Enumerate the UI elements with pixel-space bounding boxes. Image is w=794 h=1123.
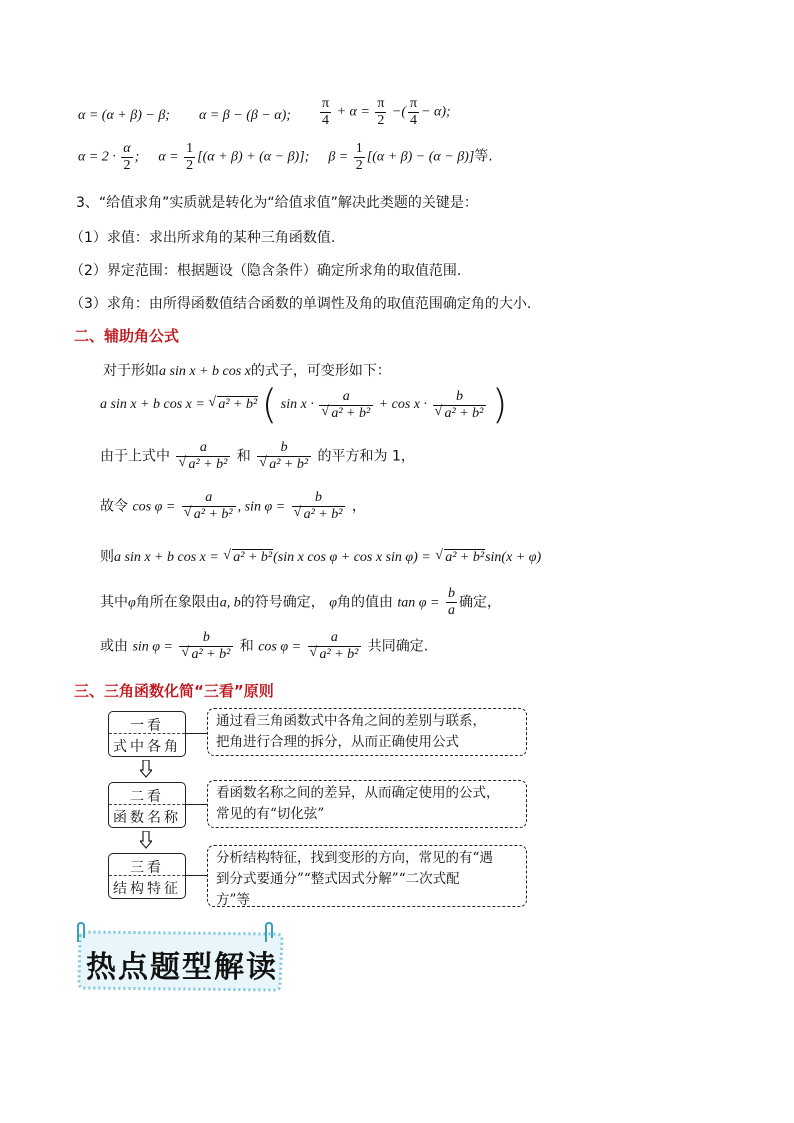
formula-line-2: α = 2 · $\frac{\alpha}{2}$ ; α = $\frac{1}{2}$ [(α + β) + (α − β)]; β = $\frac{1}{2}$ [(α + β) − (α − β)]等.	[78, 141, 493, 173]
eq1-frac-b-num: b	[433, 389, 487, 406]
then-mid: (sin x cos φ + cos x sin φ) =	[273, 550, 431, 565]
frac-1: 1	[186, 141, 194, 156]
clip-icon	[72, 922, 96, 944]
formula-alpha-split-2: α = β − (β − α);	[198, 108, 291, 123]
eq1-frac-a-num: a	[319, 389, 373, 406]
desc-3-line-2: 到分式要通分”“整式因式分解”“二次式配	[216, 871, 460, 887]
eq1-lhs: a sin x + b cos x =	[100, 397, 205, 413]
aux-let-line: 故令 cos φ = a √ a² + b² , sin φ = b √ a² + b² ，	[100, 490, 366, 522]
look-box-2-top: 二看	[130, 789, 164, 805]
formula-plus-alpha: + α =	[336, 104, 370, 120]
formula-etc: 等.	[474, 148, 493, 165]
down-arrow-icon	[140, 760, 152, 778]
let-cos-phi: cos φ =	[132, 499, 176, 515]
aux-equation-1: a sin x + b cos x = √ a² + b² ( sin x · a √ a² + b² + cos x · b √ a² + b² )	[100, 382, 508, 428]
then-end: sin(x + φ)	[485, 550, 542, 565]
frac-alpha: α	[123, 141, 131, 156]
desc-box-3	[207, 845, 527, 907]
aux-intro-expr: a sin x + b cos x	[159, 364, 251, 379]
look-box-3-bottom: 结构特征	[113, 881, 181, 897]
formula-minus-paren: −(	[391, 104, 407, 120]
desc-3-line-3: 方”等	[216, 892, 250, 908]
eq1-cos-x: + cos x ·	[378, 397, 428, 413]
point-3-text: 3、“给值求角”实质就是转化为“给值求值”解决此类题的关键是：	[76, 195, 478, 211]
let-post: ，	[351, 498, 366, 515]
aux-or-line: 或由 sin φ = b √ a² + b² 和 cos φ = a √ a² + b² 共同确定.	[100, 630, 429, 662]
frac-4: 4	[322, 113, 330, 128]
frac-1b: 1	[355, 141, 363, 156]
aux-intro-post: 的式子，可变形如下：	[250, 363, 391, 379]
look-box-1-top: 一看	[130, 718, 164, 734]
step-1-text: （1）求值：求出所求角的某种三角函数值.	[70, 230, 336, 246]
connector-3	[186, 875, 208, 876]
look-box-2	[108, 782, 186, 828]
aux-intro	[103, 360, 391, 380]
look-box-3-top: 三看	[130, 860, 164, 876]
aux-intro-pre: 对于形如	[103, 363, 159, 379]
step-2-text: （2）界定范围：根据题设（隐含条件）确定所求角的取值范围.	[70, 263, 462, 279]
hot-topics-banner	[76, 928, 288, 994]
formula-alpha-eq: α =	[158, 149, 179, 165]
banner-text: 热点题型解读	[86, 950, 278, 985]
formula-line-1	[78, 108, 291, 124]
then-pre: 则	[100, 549, 114, 565]
desc-2-line-1: 看函数名称之间的差异，从而确定使用的公式，	[216, 785, 500, 801]
eq1-sin-x: sin x ·	[280, 397, 314, 413]
clip-icon	[260, 922, 284, 944]
formula-half-diff: [(α + β) − (α − β)]	[366, 149, 475, 165]
look-box-2-bottom: 函数名称	[113, 810, 181, 826]
formula-alpha-split-1: α = (α + β) − β;	[78, 108, 170, 123]
frac-pi: π	[322, 96, 330, 111]
section-3-heading: 三、三角函数化简“三看”原则	[74, 682, 274, 700]
formula-2alpha: α = 2 ·	[78, 149, 116, 165]
aux-where-line: 其中φ角所在象限由a, b的符号确定， φ角的值由 tan φ = $\frac{b}{a}$ 确定，	[100, 586, 501, 618]
frac-4b: 4	[410, 113, 418, 128]
desc-box-2	[207, 780, 527, 828]
desc-2-line-2: 常见的有“切化弦”	[216, 806, 325, 822]
let-pre: 故令	[100, 498, 128, 515]
frac-2d: 2	[186, 158, 194, 173]
aux-since-line: 由于上式中 a √ a² + b² 和 b √ a² + b² 的平方和为 1，	[100, 440, 415, 472]
formula-end: − α);	[421, 104, 451, 120]
since-post: 的平方和为 1，	[317, 448, 415, 465]
frac-2e: 2	[355, 158, 363, 173]
sqrt-a2b2: √ a² + b²	[208, 395, 258, 413]
frac-pi-2: π	[377, 96, 385, 111]
aux-then-line: 则a sin x + b cos x = √ a² + b²(sin x cos φ + cos x sin φ) = √ a² + b²sin(x + φ)	[100, 548, 542, 565]
connector-2	[186, 804, 208, 805]
desc-box-1	[207, 708, 527, 756]
step-3-text: （3）求角：由所得函数值结合函数的单调性及角的取值范围确定角的大小.	[70, 296, 532, 312]
formula-half-sum: [(α + β) + (α − β)];	[197, 149, 310, 165]
down-arrow-icon	[140, 831, 152, 849]
connector-1	[186, 733, 208, 734]
frac-pi-3: π	[410, 96, 418, 111]
formula-beta-eq: β =	[328, 149, 349, 165]
since-pre: 由于上式中	[100, 448, 170, 465]
since-and: 和	[236, 448, 251, 465]
section-2-heading: 二、辅助角公式	[74, 327, 180, 345]
let-sin-phi: , sin φ =	[237, 499, 286, 515]
frac-2: 2	[377, 113, 385, 128]
look-box-1	[108, 711, 186, 757]
desc-1-line-1: 通过看三角函数式中各角之间的差别与联系，	[216, 713, 486, 729]
frac-2c: 2	[123, 158, 131, 173]
formula-pi-quarter	[318, 96, 451, 129]
look-box-3	[108, 853, 186, 899]
desc-3-line-1: 分析结构特征，找到变形的方向，常见的有“遇	[216, 850, 493, 866]
look-box-1-bottom: 式中各角	[113, 739, 181, 755]
desc-1-line-2: 把角进行合理的拆分，从而正确使用公式	[216, 734, 459, 750]
